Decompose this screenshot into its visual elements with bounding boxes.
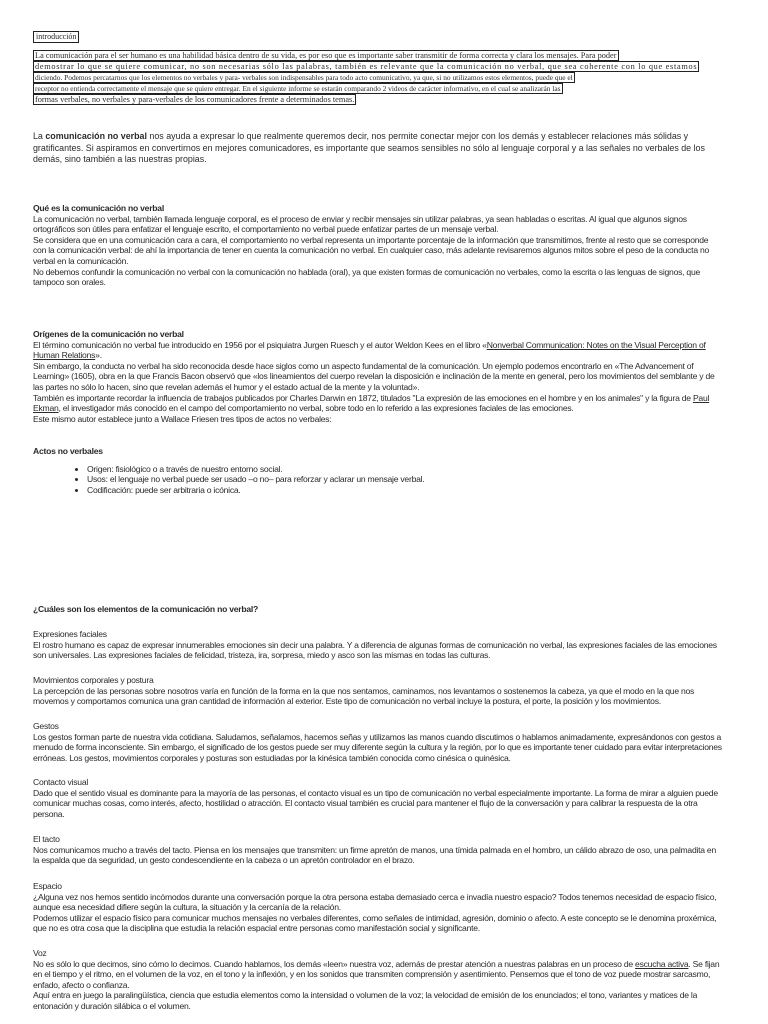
section-que-es bbox=[33, 203, 723, 288]
intro-line-2: demostrar lo que se quiere comunicar, no son necesarias sólo las palabras, también es relevante que la comunicación no verbal, que sea coherente con lo que estamos bbox=[35, 62, 698, 71]
section-expresiones bbox=[33, 629, 723, 661]
section-movimientos bbox=[33, 675, 723, 707]
voz-p2: Aquí entra en juego la paralingüística, ciencia que estudia elementos como la intensidad o volumen de la voz; la velocidad de emisión de los enunciados; el tono, variantes y matices de la entonación y duración silábica o el volumen. bbox=[33, 990, 698, 1011]
intro-line-3: diciendo. Podemos percatarnos que los elementos no verbales y para- verbales son indispensables para todo acto comunicativo, ya que, si no utilizamos estos elementos, puede que el bbox=[35, 73, 573, 82]
movimientos-text: La percepción de las personas sobre nosotros varía en función de la forma en la que nos sentamos, caminamos, nos levantamos o sostenemos la cabeza, ya que el modo en la que nos movemos y comportamos comunica una gran cantidad de información al exterior. Este tipo de comunicación no verbal incluye la postura, el porte, la posición y los movimientos. bbox=[33, 685, 695, 707]
section-contacto bbox=[33, 777, 723, 819]
gestos-text: Los gestos forman parte de nuestra vida cotidiana. Saludamos, señalamos, hacemos señas y utilizamos las manos cuando discutimos o hablamos animadamente, expresándonos con gestos a menudo de forma inconsciente. Sin embargo, el significado de los gestos puede ser muy diferente según la cultura y la región, por lo que es importante tener cuidado para evitar interpretaciones erróneas. Los gestos, movimientos corporales y posturas son estudiadas por la kinésica también conocida como cinésica o quinésica. bbox=[33, 731, 722, 763]
que-es-p3: No debemos confundir la comunicación no verbal con la comunicación no hablada (oral), ya que existen formas de comunicación no verbales, como la escrita o las lenguas de signos, que tampoco son orales. bbox=[33, 266, 701, 288]
intro-label: introducción bbox=[33, 31, 79, 43]
origenes-p4: Este mismo autor establece junto a Wallace Friesen tres tipos de actos no verbales: bbox=[33, 413, 332, 424]
heading-tacto: El tacto bbox=[33, 834, 60, 844]
heading-contacto: Contacto visual bbox=[33, 777, 89, 787]
list-item: • Codificación: puede ser arbitraria o icónica. bbox=[87, 485, 723, 496]
heading-actos: Actos no verbales bbox=[33, 446, 103, 456]
link-paul-ekman[interactable]: Paul Ekman bbox=[33, 392, 710, 414]
lead-paragraph: La comunicación no verbal nos ayuda a expresar lo que realmente queremos decir, nos permite conectar mejor con los demás y establecer relaciones más sólidas y gratificantes. Si aspiramos en convertirnos en mejores comunicadores, es importante que seamos sensibles no sólo al lenguaje corporal y a las señales no verbales de los demás, sino también a las nuestras propias. bbox=[33, 131, 705, 165]
link-nonverbal-book[interactable]: Nonverbal Communication: Notes on the Visual Perception of Human Relations bbox=[33, 339, 706, 361]
section-tacto bbox=[33, 834, 723, 866]
section-gestos bbox=[33, 721, 723, 763]
link-escucha-activa[interactable]: escucha activa bbox=[635, 958, 689, 969]
tacto-text: Nos comunicamos mucho a través del tacto. Piensa en los mensajes que transmiten: un firme apretón de manos, una tímida palmada en el hombro, un cálido abrazo de oso, una palmadita en la espalda que da seguridad, un gesto condescendiente en la cabeza o un apretón controlador en el brazo. bbox=[33, 844, 716, 866]
heading-que-es: Qué es la comunicación no verbal bbox=[33, 203, 164, 213]
que-es-p2: Se considera que en una comunicación cara a cara, el comportamiento no verbal representa un importante porcentaje de la información que transmitimos, frente al resto que se corresponde con la comunicación verbal: de ahí la importancia de tener en cuenta la comunicación no verbal. En cualquier caso, más adelante revisaremos algunos mitos sobre el peso de la conducta no verbal en la comunicación. bbox=[33, 234, 710, 266]
intro-line-1: La comunicación para el ser humano es una habilidad básica dentro de su vida, es por eso que es importante saber transmitir de forma correcta y clara los mensajes. Para poder bbox=[35, 51, 617, 60]
heading-expresiones: Expresiones faciales bbox=[33, 629, 107, 639]
heading-elementos: ¿Cuáles son los elementos de la comunicación no verbal? bbox=[33, 604, 259, 614]
intro-line-4: receptor no entienda correctamente el mensaje que se quiere entregar. En el siguiente informe se estarán comparando 2 videos de carácter informativo, en el cual se analizarán las bbox=[35, 84, 561, 93]
origenes-p2: Sin embargo, la conducta no verbal ha sido reconocida desde hace siglos como un aspecto fundamental de la comunicación. Un ejemplo podemos encontrarlo en «The Advancement of Learning» (1605), obra en la que Francis Bacon observó que «los lineamientos del cuerpo revelan la disposición e inclinación de la mente en general, pero los movimientos del semblante y de las partes no sólo lo hacen, sino que revelan además el humor y el estado actual de la mente y la voluntad». bbox=[33, 360, 715, 392]
origenes-p1: El término comunicación no verbal fue introducido en 1956 por el psiquiatra Jurgen Ruesch y el autor Weldon Kees en el libro «Nonverbal Communication: Notes on the Visual Perception of Human Relations». bbox=[33, 339, 706, 361]
heading-voz: Voz bbox=[33, 948, 47, 958]
section-actos bbox=[33, 446, 723, 495]
espacio-p1: ¿Alguna vez nos hemos sentido incómodos durante una conversación porque la otra persona estaba demasiado cerca e invadía nuestro espacio? Todos tenemos necesidad de espacio físico, aunque esa necesidad difiere según la cultura, la situación y la cercanía de la relación. bbox=[33, 891, 717, 913]
espacio-p2: Podemos utilizar el espacio físico para comunicar muchos mensajes no verbales diferentes, como señales de intimidad, agresión, dominio o afecto. A este concepto se le denomina proxémica, que no es otra cosa que la disciplina que estudia la relación espacial entre personas como manifestación social y significante. bbox=[33, 912, 717, 934]
section-voz bbox=[33, 948, 723, 1012]
actos-list bbox=[33, 464, 723, 496]
section-espacio bbox=[33, 881, 723, 934]
heading-gestos: Gestos bbox=[33, 721, 59, 731]
list-item: • Origen: fisiológico o a través de nuestro entorno social. bbox=[87, 464, 723, 475]
list-item: • Usos: el lenguaje no verbal puede ser usado –o no– para reforzar y aclarar un mensaje verbal. bbox=[87, 474, 723, 485]
lead-bold: comunicación no verbal bbox=[45, 131, 147, 141]
intro-paragraph bbox=[33, 50, 719, 105]
contacto-text: Dado que el sentido visual es dominante para la mayoría de las personas, el contacto visual es un tipo de comunicación no verbal especialmente importante. La forma de mirar a alguien puede comunicar muchas cosas, como interés, afecto, hostilidad o atracción. El contacto visual también es crucial para mantener el flujo de la conversación y para calibrar la respuesta de la otra persona. bbox=[33, 787, 718, 819]
expresiones-text: El rostro humano es capaz de expresar innumerables emociones sin decir una palabra. Y a diferencia de algunas formas de comunicación no verbal, las expresiones faciales de las emociones son universales. Las expresiones faciales de felicidad, tristeza, ira, sorpresa, miedo y asco son las mismas en todas las culturas. bbox=[33, 639, 717, 661]
section-origenes bbox=[33, 329, 723, 424]
heading-espacio: Espacio bbox=[33, 881, 62, 891]
que-es-p1: La comunicación no verbal, también llamada lenguaje corporal, es el proceso de enviar y recibir mensajes sin utilizar palabras, ya sean habladas o escritas. Al igual que algunos signos ortográficos son útiles para enfatizar el lenguaje escrito, el comportamiento no verbal puede enfatizar partes de un mensaje verbal. bbox=[33, 213, 687, 235]
voz-p1: No es sólo lo que decimos, sino cómo lo decimos. Cuando hablamos, los demás «leen» nuestra voz, además de prestar atención a nuestras palabras en un proceso de escucha activa. Se fijan en el tiempo y el ritmo, en el volumen de la voz, en el tono y la inflexión, y en los sonidos que transmiten comprensión y asentimiento. Pensemos que el tono de voz puede mostrar sarcasmo, enfado, afecto o confianza. bbox=[33, 958, 720, 990]
heading-movimientos: Movimientos corporales y postura bbox=[33, 675, 154, 685]
intro-line-5: formas verbales, no verbales y para-verbales de los comunicadores frente a determinados temas. bbox=[35, 95, 355, 104]
heading-origenes: Orígenes de la comunicación no verbal bbox=[33, 329, 184, 339]
origenes-p3: También es importante recordar la influencia de trabajos publicados por Charles Darwin en 1872, titulados "La expresión de las emociones en el hombre y en los animales" y la figura de Paul Ekman, el investigador más conocido en el campo del comportamiento no verbal, sobre todo en lo referido a las expresiones faciales de las emociones. bbox=[33, 392, 710, 414]
